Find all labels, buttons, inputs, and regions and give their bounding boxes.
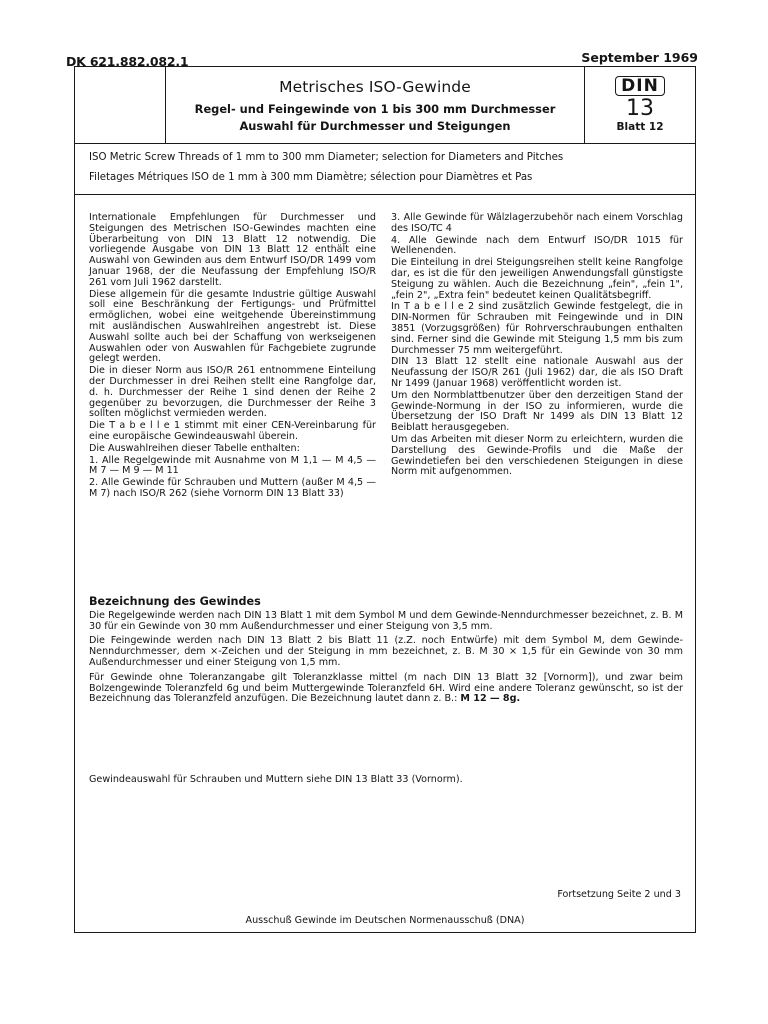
paragraph: 1. Alle Regelgewinde mit Ausnahme von M 1,1 — M 4,5 — M 7 — M 9 — M 11: [89, 454, 376, 477]
paragraph: In T a b e l l e 2 sind zusätzlich Gewinde festgelegt, die in DIN-Normen für Schrauben mit Feingewinde und in DIN 3851 (Vorzugsgrößen) für Rohrverschraubungen enthalten sind. Ferner sind die Gewinde mit Steigung 1,5 mm bis zum Durchmesser 75 mm weitergeführt.: [391, 301, 683, 356]
bezeichnung-section: [89, 597, 683, 709]
french-title: Filetages Métriques ISO de 1 mm à 300 mm Diamètre; sélection pour Diamètres et Pas: [89, 172, 533, 183]
paragraph: Internationale Empfehlungen für Durchmesser und Steigungen des Metrischen ISO-Gewindes machten eine Überarbeitung von DIN 13 Blatt 12 notwendig. Die vorliegende Ausgabe von DIN 13 Blatt 12 enthält eine Auswahl von Gewinden aus dem Entwurf ISO/DR 1499 vom Januar 1968, der die Neufassung der Empfehlung ISO/R 261 vom Juli 1962 darstellt.: [89, 212, 376, 288]
paragraph: Die T a b e l l e 1 stimmt mit einer CEN-Vereinbarung für eine europäische Gewindeauswahl überein.: [89, 420, 376, 442]
subtitle-1: Regel- und Feingewinde von 1 bis 300 mm Durchmesser: [194, 102, 556, 116]
blatt-number: Blatt 12: [616, 121, 664, 133]
paragraph: Die Regelgewinde werden nach DIN 13 Blatt 1 mit dem Symbol M und dem Gewinde-Nenndurchmesser bezeichnet, z. B. M 30 für ein Gewinde von 30 mm Außendurchmesser und einer Steigung von 3,5 mm.: [89, 609, 683, 632]
din-logo: DIN: [615, 76, 665, 96]
committee-note: Ausschuß Gewinde im Deutschen Normenausschuß (DNA): [245, 915, 525, 926]
din-block: [585, 67, 695, 143]
din-number: 13: [626, 96, 654, 121]
publication-date: September 1969: [581, 50, 698, 65]
document-frame: [74, 66, 696, 933]
paragraph: Die Feingewinde werden nach DIN 13 Blatt 2 bis Blatt 11 (z.Z. noch Entwürfe) mit dem Symbol M, dem Gewinde-Nenndurchmesser, dem ×-Zeichen und der Steigung in mm bezeichnet, z. B. M 30 × 1,5 für ein Gewinde von 30 mm Außendurchmesser und einer Steigung von 1,5 mm.: [89, 635, 683, 668]
designation-example: M 12 — 8g.: [460, 693, 521, 705]
page-title: Metrisches ISO-Gewinde: [279, 78, 471, 96]
paragraph: 4. Alle Gewinde nach dem Entwurf ISO/DR 1015 für Wellenenden.: [391, 234, 683, 257]
section-heading: Bezeichnung des Gewindes: [89, 595, 261, 608]
paragraph: Um das Arbeiten mit dieser Norm zu erleichtern, wurden die Darstellung des Gewinde-Profils und die Maße der Gewindetiefen bei den verschiedenen Steigungen in diese Norm mit aufgenommen.: [391, 433, 683, 478]
english-title: ISO Metric Screw Threads of 1 mm to 300 mm Diameter; selection for Diameters and Pitches: [89, 152, 564, 163]
continuation-note: Fortsetzung Seite 2 und 3: [557, 889, 681, 900]
paragraph: 3. Alle Gewinde für Wälzlagerzubehör nach einem Vorschlag des ISO/TC 4: [391, 212, 683, 234]
dk-classification: DK 621.882.082.1: [66, 54, 189, 69]
left-column: [89, 213, 376, 501]
right-column: [391, 213, 683, 479]
tolerance-text: Für Gewinde ohne Toleranzangabe gilt Toleranzklasse mittel (m nach DIN 13 Blatt 32 [Vornorm]), und zwar beim Bolzengewinde Toleranzfeld 6g und beim Muttergewinde Toleranzfeld 6H. Wird eine andere Toleranz gewünscht, so ist der Bezeichnung das Toleranzfeld anzufügen. Die Bezeichnung lautet dann z. B.:: [89, 671, 683, 705]
paragraph: Um den Normblattbenutzer über den derzeitigen Stand der Gewinde-Normung in der ISO zu informieren, wurde die Übersetzung der ISO Draft Nr 1499 als DIN 13 Blatt 12 Beiblatt herausgegeben.: [391, 389, 683, 434]
paragraph: Die in dieser Norm aus ISO/R 261 entnommene Einteilung der Durchmesser in drei Reihen stellt eine Rangfolge dar, d. h. Durchmesser der Reihe 1 sind denen der Reihe 2 gegenüber zu bevorzugen, die Durchmesser der Reihe 3 sollten möglichst vermieden werden.: [89, 365, 376, 420]
subtitle-2: Auswahl für Durchmesser und Steigungen: [239, 119, 511, 134]
paragraph: Die Auswahlreihen dieser Tabelle enthalten:: [89, 442, 300, 454]
gewindeauswahl-note: Gewindeauswahl für Schrauben und Muttern siehe DIN 13 Blatt 33 (Vornorm).: [89, 774, 463, 785]
paragraph: 2. Alle Gewinde für Schrauben und Muttern (außer M 4,5 — M 7) nach ISO/R 262 (siehe Vornorm DIN 13 Blatt 33): [89, 477, 376, 499]
paragraph: DIN 13 Blatt 12 stellt eine nationale Auswahl aus der Neufassung der ISO/R 261 (Juli 1962) dar, die als ISO Draft Nr 1499 (Januar 1968) veröffentlicht worden ist.: [391, 356, 683, 389]
paragraph: Diese allgemein für die gesamte Industrie gültige Auswahl soll eine Beschränkung der Fertigungs- und Prüfmittel ermöglichen, wobei eine weitgehende Übereinstimmung mit ausländischen Auswahlreihen angestrebt ist. Diese Auswahl sollte auch bei der Schaffung von werkseigenen Auswahlen oder von Auswahlen für Fachgebiete zugrunde gelegt werden.: [89, 288, 376, 365]
translation-divider: [75, 194, 695, 195]
paragraph: Die Einteilung in drei Steigungsreihen stellt keine Rangfolge dar, es ist die für den jeweiligen Anwendungsfall günstigste Steigung zu wählen. Auch die Bezeichnung „fein", „fein 1", „fein 2", „Extra fein" bedeutet keinen Qualitätsbegriff.: [391, 257, 683, 301]
header-divider: [75, 143, 695, 144]
paragraph: [89, 673, 683, 705]
title-block: [165, 67, 585, 143]
